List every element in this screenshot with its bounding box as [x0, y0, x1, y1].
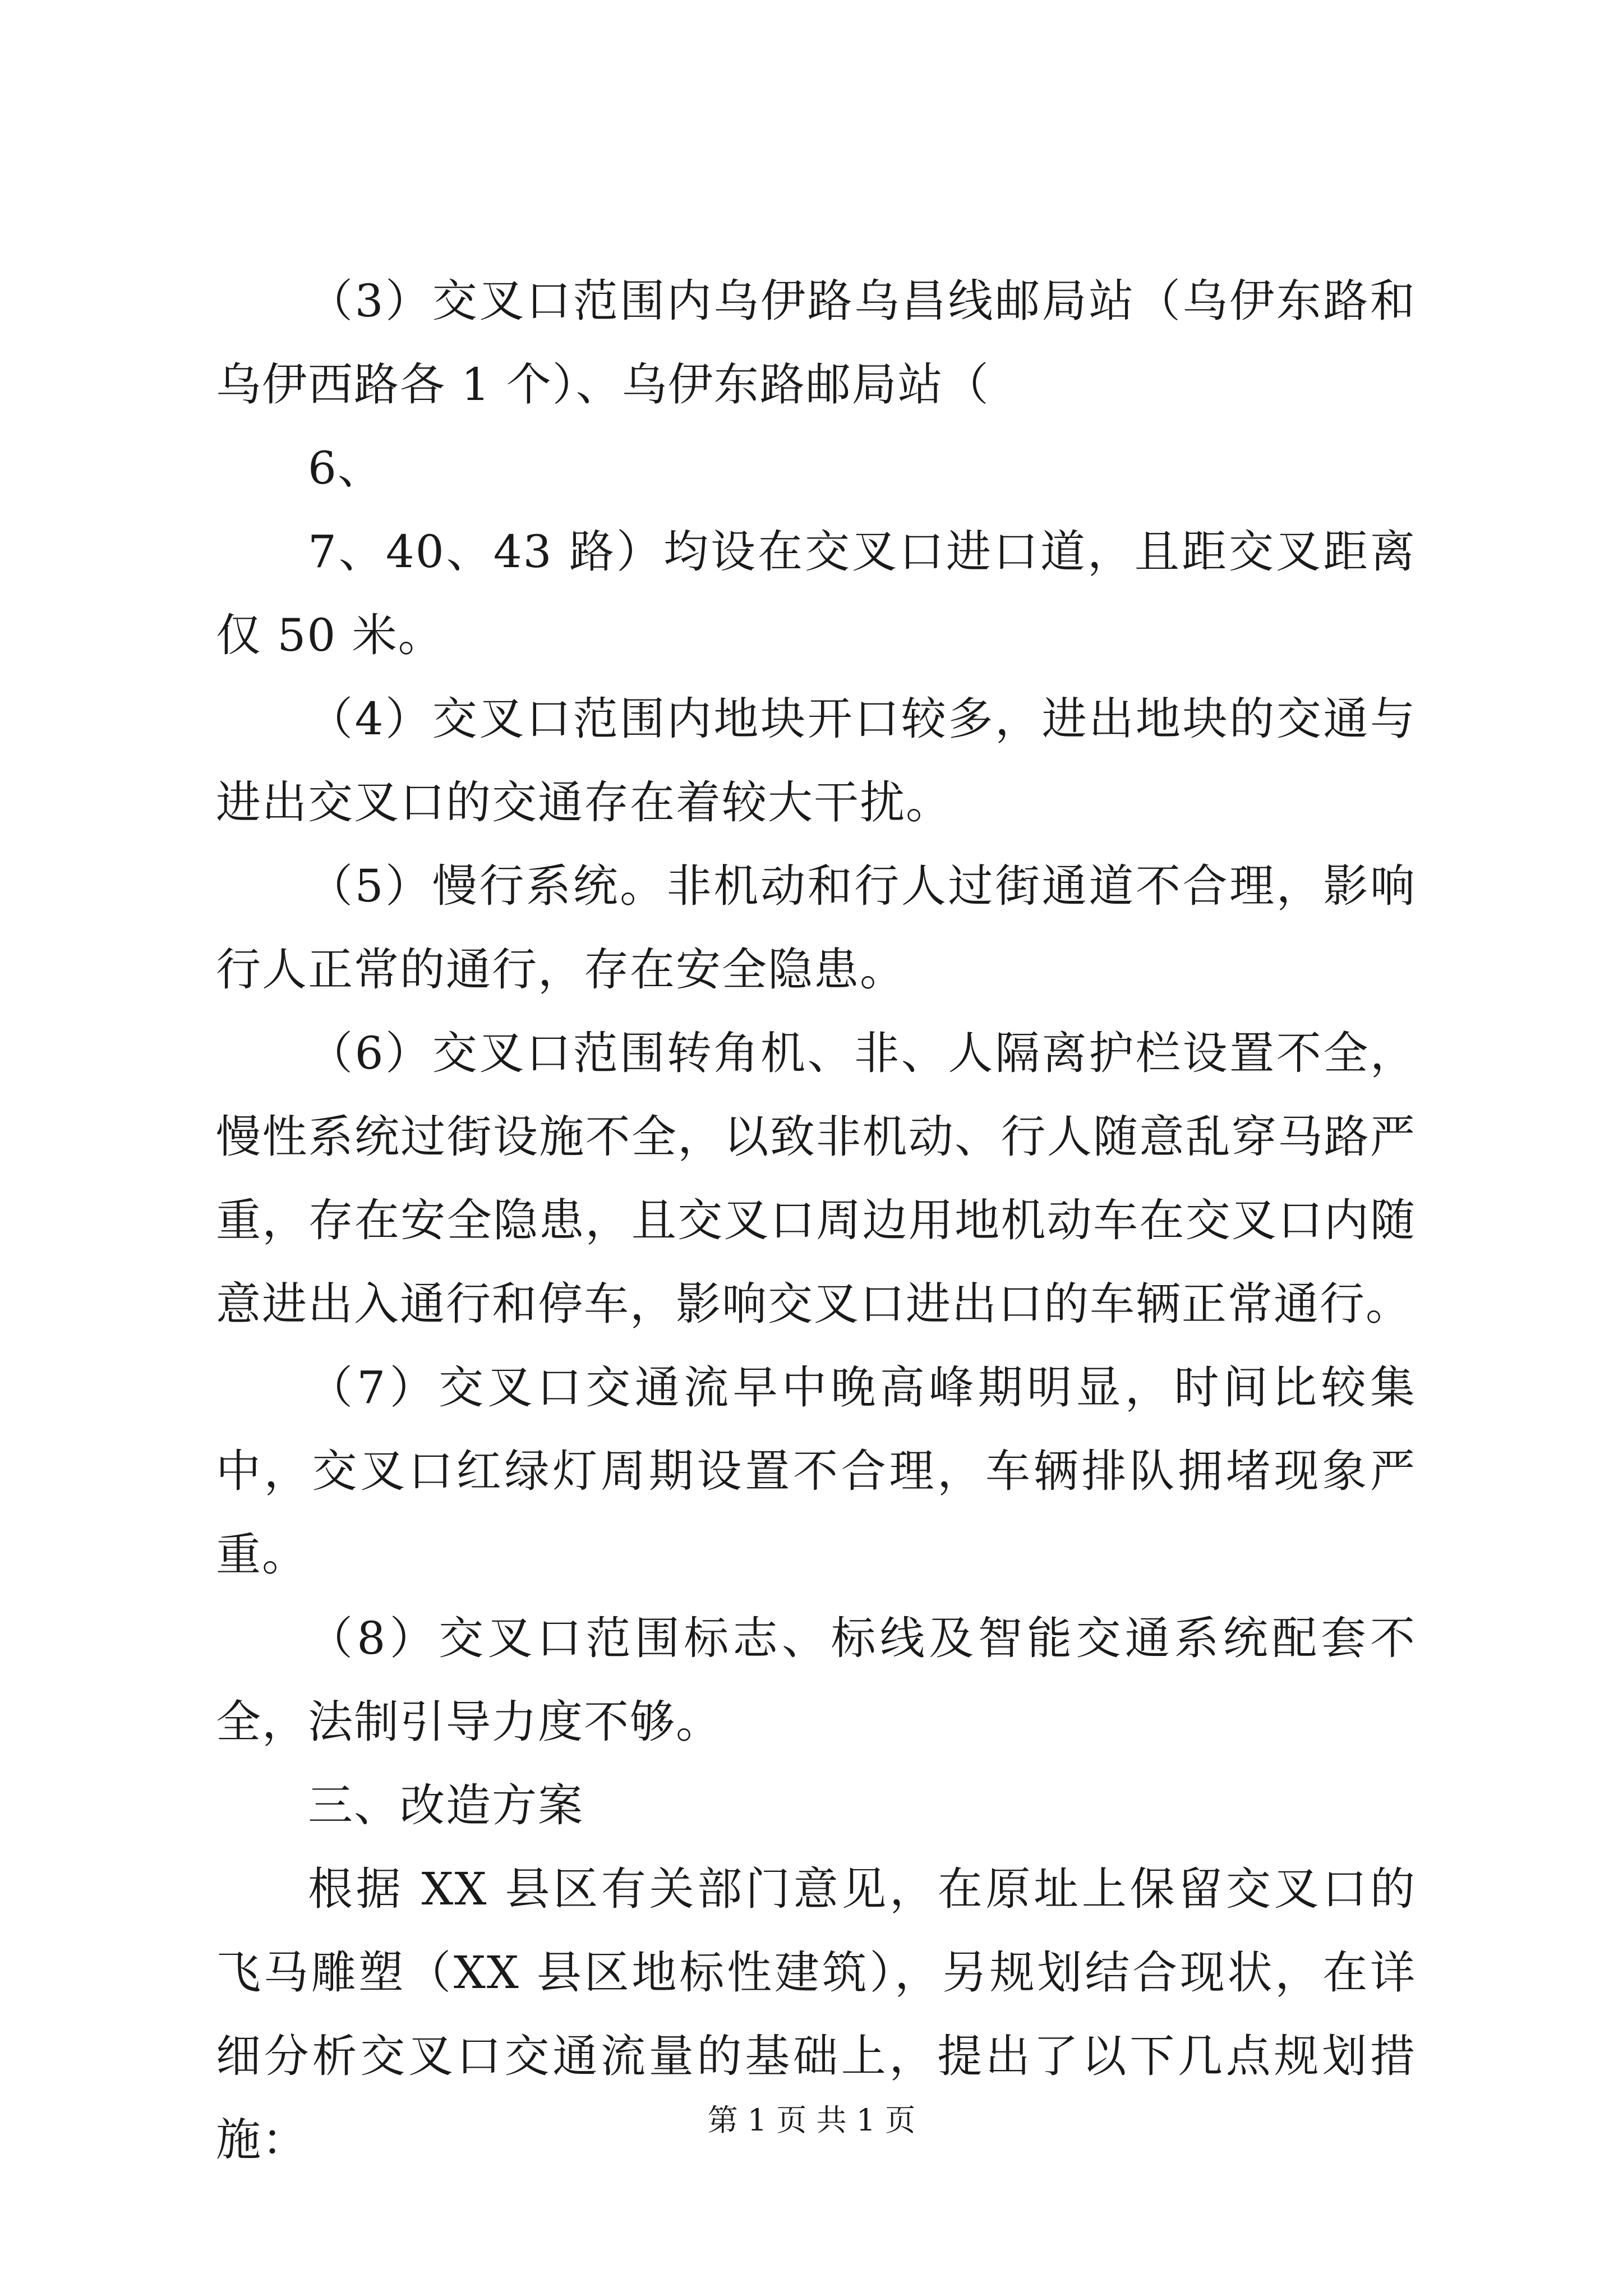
paragraph-route-6: 6、	[308, 442, 384, 494]
paragraph-8: （8）交叉口范围标志、标线及智能交通系统配套不全，法制引导力度不够。	[216, 1612, 1416, 1748]
paragraph-5: （5）慢行系统。非机动和行人过街通道不合理，影响行人正常的通行，存在安全隐患。	[216, 860, 1416, 996]
paragraph-3: （3）交叉口范围内乌伊路乌昌线邮局站（乌伊东路和乌伊西路各 1 个）、乌伊东路邮局站（	[216, 275, 1416, 411]
paragraph-4: （4）交叉口范围内地块开口较多，进出地块的交通与进出交叉口的交通存在着较大干扰。	[216, 693, 1416, 829]
section-heading-3: 三、改造方案	[308, 1779, 584, 1832]
page-footer: 第 1 页 共 1 页	[707, 2102, 916, 2138]
paragraph-route-7: 7、40、43 路）均设在交叉口进口道，且距交叉距离仅 50 米。	[216, 526, 1416, 661]
paragraph-6: （6）交叉口范围转角机、非、人隔离护栏设置不全，慢性系统过街设施不全，以致非机动、行人随意乱穿马路严重，存在安全隐患，且交叉口周边用地机动车在交叉口内随意进出入通行和停车，影响交叉口进出口的车辆正常通行。	[216, 1027, 1416, 1330]
paragraph-7: （7）交叉口交通流早中晚高峰期明显，时间比较集中，交叉口红绿灯周期设置不合理，车辆排队拥堵现象严重。	[216, 1361, 1416, 1581]
document-body	[216, 259, 1416, 2182]
paragraph-plan: 根据 XX 县区有关部门意见，在原址上保留交叉口的飞马雕塑（XX 县区地标性建筑），另规划结合现状，在详细分析交叉口交通流量的基础上，提出了以下几点规划措施：	[216, 1863, 1416, 2166]
